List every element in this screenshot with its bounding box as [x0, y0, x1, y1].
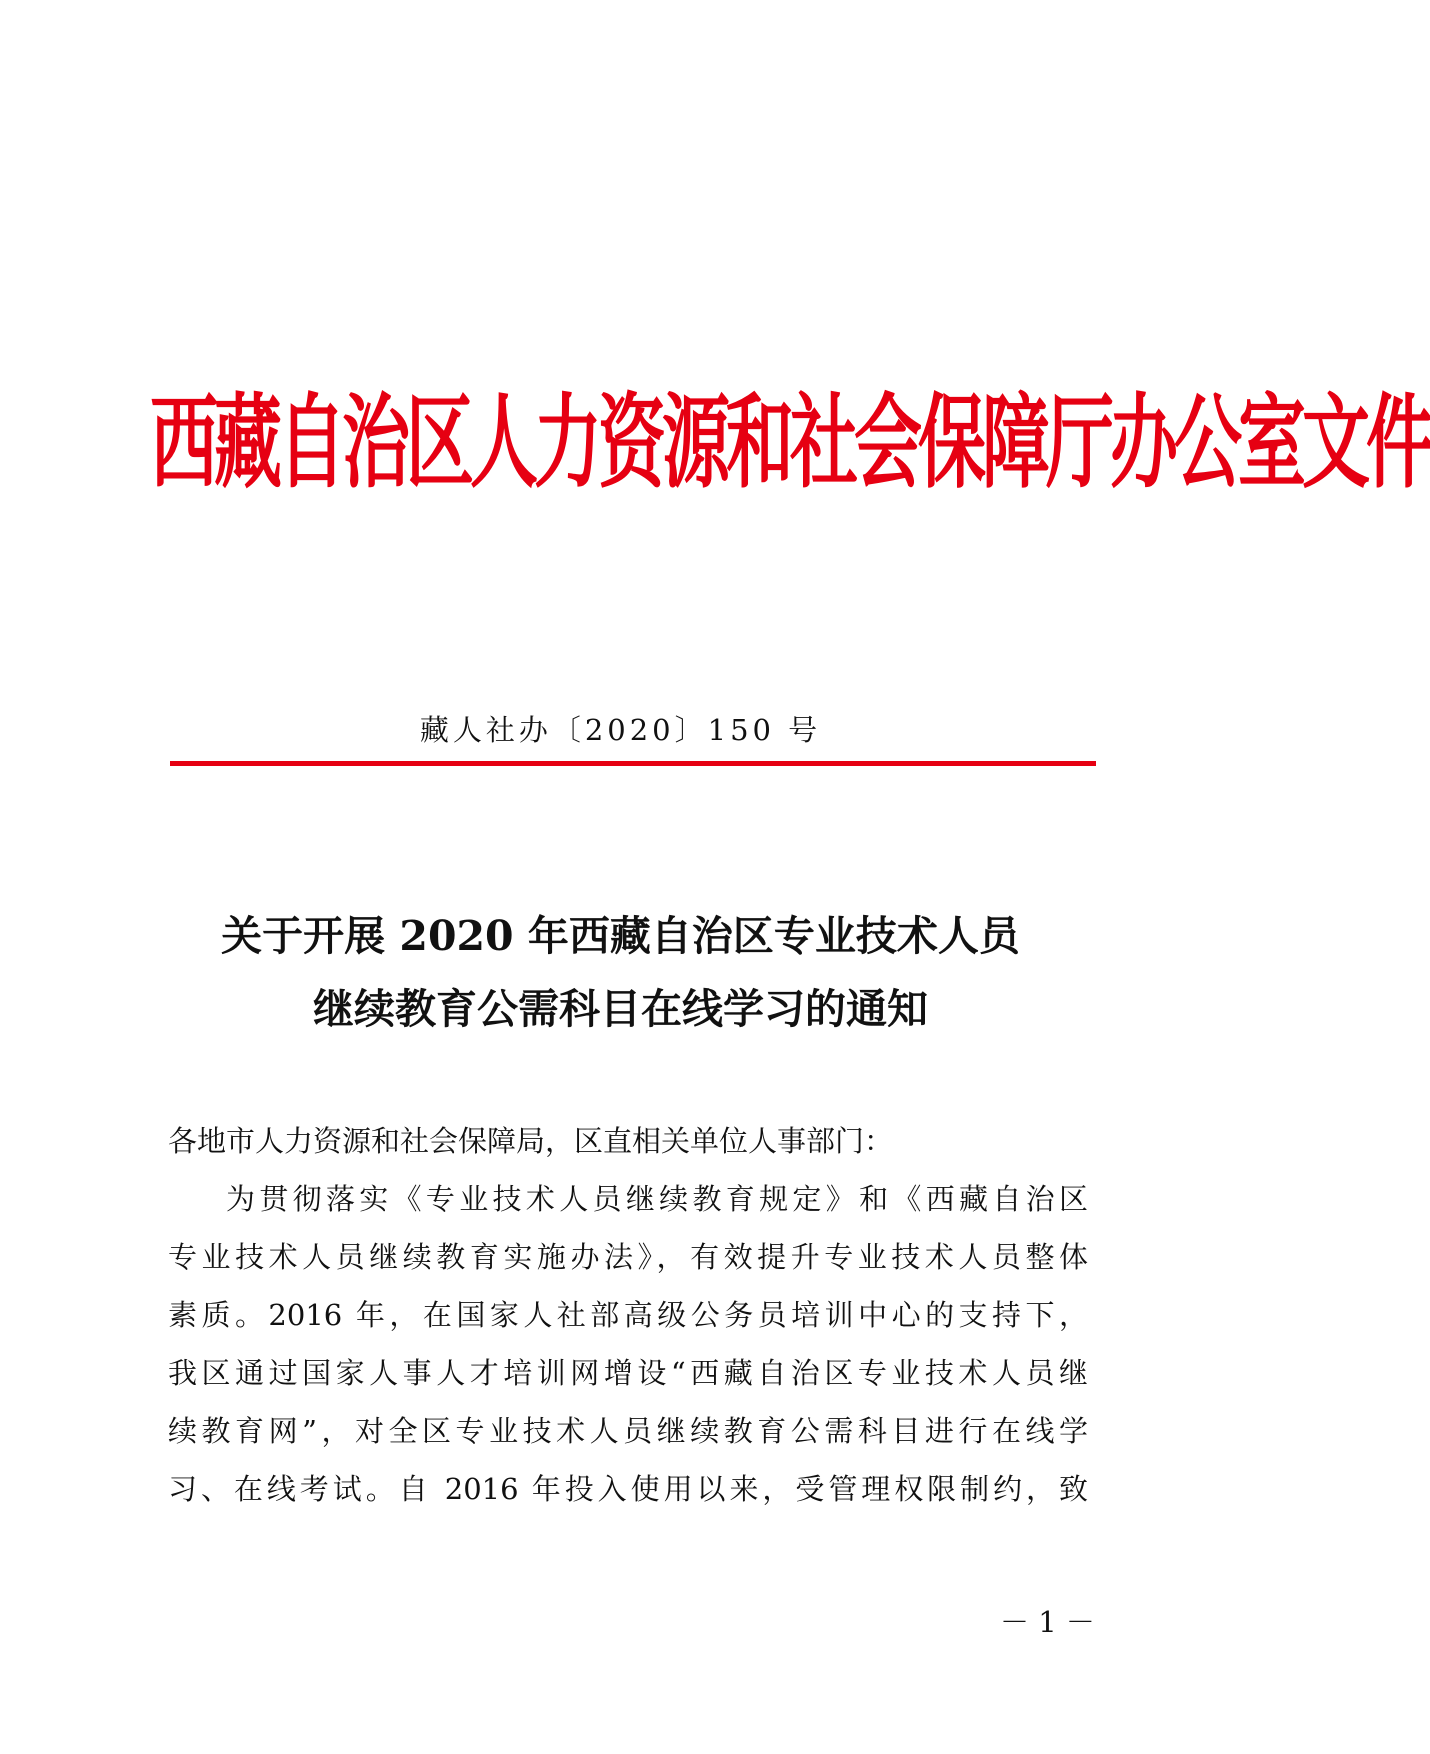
document-title	[0, 900, 1241, 1046]
body-line: 习、在线考试。自 2016 年投入使用以来，受管理权限制约，致	[168, 1472, 1088, 1506]
document-body	[168, 1112, 1088, 1518]
document-title-line-2: 继续教育公需科目在线学习的通知	[313, 985, 928, 1033]
header-title: 西藏自治区人力资源和社会保障厅办公室文件	[150, 385, 1430, 504]
salutation: 各地市人力资源和社会保障局，区直相关单位人事部门：	[168, 1124, 894, 1158]
body-line: 为贯彻落实《专业技术人员继续教育规定》和《西藏自治区	[226, 1182, 1088, 1216]
document-title-line-1: 关于开展 2020 年西藏自治区专业技术人员	[221, 912, 1020, 960]
document-number: 藏人社办〔2020〕150 号	[419, 713, 822, 747]
body-line: 专业技术人员继续教育实施办法》，有效提升专业技术人员整体	[168, 1240, 1088, 1274]
red-separator-line	[170, 761, 1096, 766]
body-line: 素质。2016 年，在国家人社部高级公务员培训中心的支持下，	[168, 1298, 1088, 1332]
body-line: 我区通过国家人事人才培训网增设“西藏自治区专业技术人员继	[168, 1356, 1088, 1390]
page-number: － 1 －	[1000, 1605, 1095, 1639]
body-line: 续教育网”，对全区专业技术人员继续教育公需科目进行在线学	[168, 1414, 1088, 1448]
